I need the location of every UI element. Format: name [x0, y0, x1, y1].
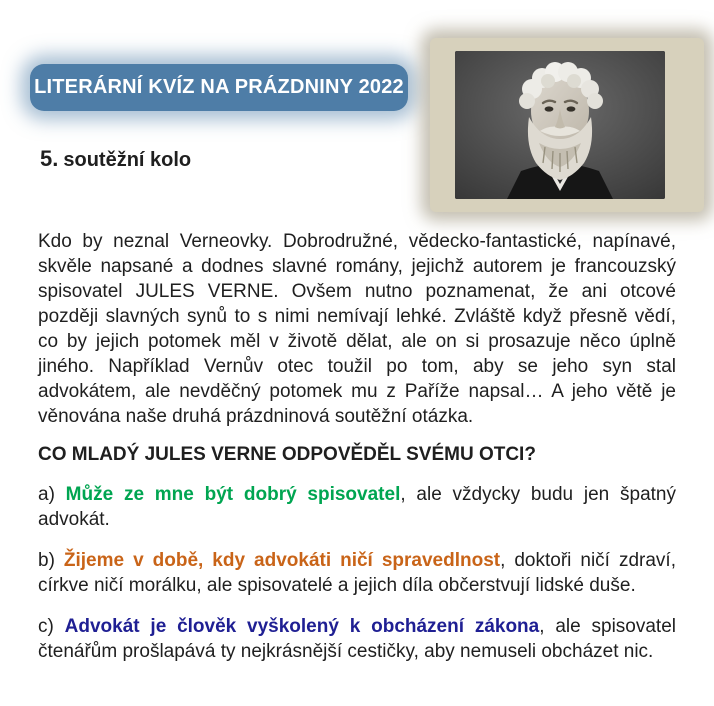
- answer-option-c: [38, 614, 676, 664]
- answer-b-rest: , doktoři ničí zdraví, církve ničí morálku, ale spisovatelé a jejich díla občerstvují lidské duše.: [38, 550, 676, 596]
- question-heading: CO MLADÝ JULES VERNE ODPOVĚDĚL SVÉMU OTCI?: [38, 444, 536, 465]
- jules-verne-photo: [455, 51, 665, 199]
- quiz-body: [38, 229, 676, 680]
- answer-c-prefix: c): [38, 616, 65, 637]
- answer-c-rest: , ale spisovatel čtenářům prošlapává ty nejkrásnější cestičky, aby nemuseli obcházet nic.: [38, 616, 676, 662]
- answer-c-highlight: Advokát je člověk vyškolený k obcházení zákona: [64, 616, 540, 637]
- quiz-title: LITERÁRNÍ KVÍZ NA PRÁZDNINY 2022: [34, 76, 404, 98]
- intro-paragraph: Kdo by neznal Verneovky. Dobrodružné, vědecko-fantastické, napínavé, skvěle napsané a dodnes slavné romány, jejichž autorem je francouzský spisovatel JULES VERNE. Ovšem nutno poznamenat, že ani otcové později slavných synů to s nimi nemívají lehké. Zvláště když přesně vědí, co by jejich potomek měl v životě dělat, ale on si prosazuje něco úplně jiného. Například Vernův otec toužil po tom, aby se jeho syn stal advokátem, ale nevděčný potomek mu z Paříže napsal… A jeho větě je věnována naše druhá prázdninová soutěžní otázka.: [38, 231, 676, 427]
- quiz-title-banner: [30, 64, 408, 111]
- answer-option-a: [38, 482, 676, 532]
- answer-a-highlight: Může ze mne být dobrý spisovatel: [65, 484, 401, 505]
- answer-option-b: [38, 548, 676, 598]
- jules-verne-photo-frame: [430, 38, 704, 212]
- answer-b-prefix: b): [38, 550, 64, 571]
- round-number: 5.: [40, 146, 59, 171]
- answer-a-rest: , ale vždycky budu jen špatný advokát.: [38, 484, 676, 530]
- answer-b-highlight: Žijeme v době, kdy advokáti ničí spravedlnost: [63, 550, 501, 571]
- answer-a-prefix: a): [38, 484, 66, 505]
- round-heading: [40, 146, 191, 172]
- round-label: soutěžní kolo: [63, 149, 192, 171]
- jules-verne-portrait-illustration: [455, 51, 665, 199]
